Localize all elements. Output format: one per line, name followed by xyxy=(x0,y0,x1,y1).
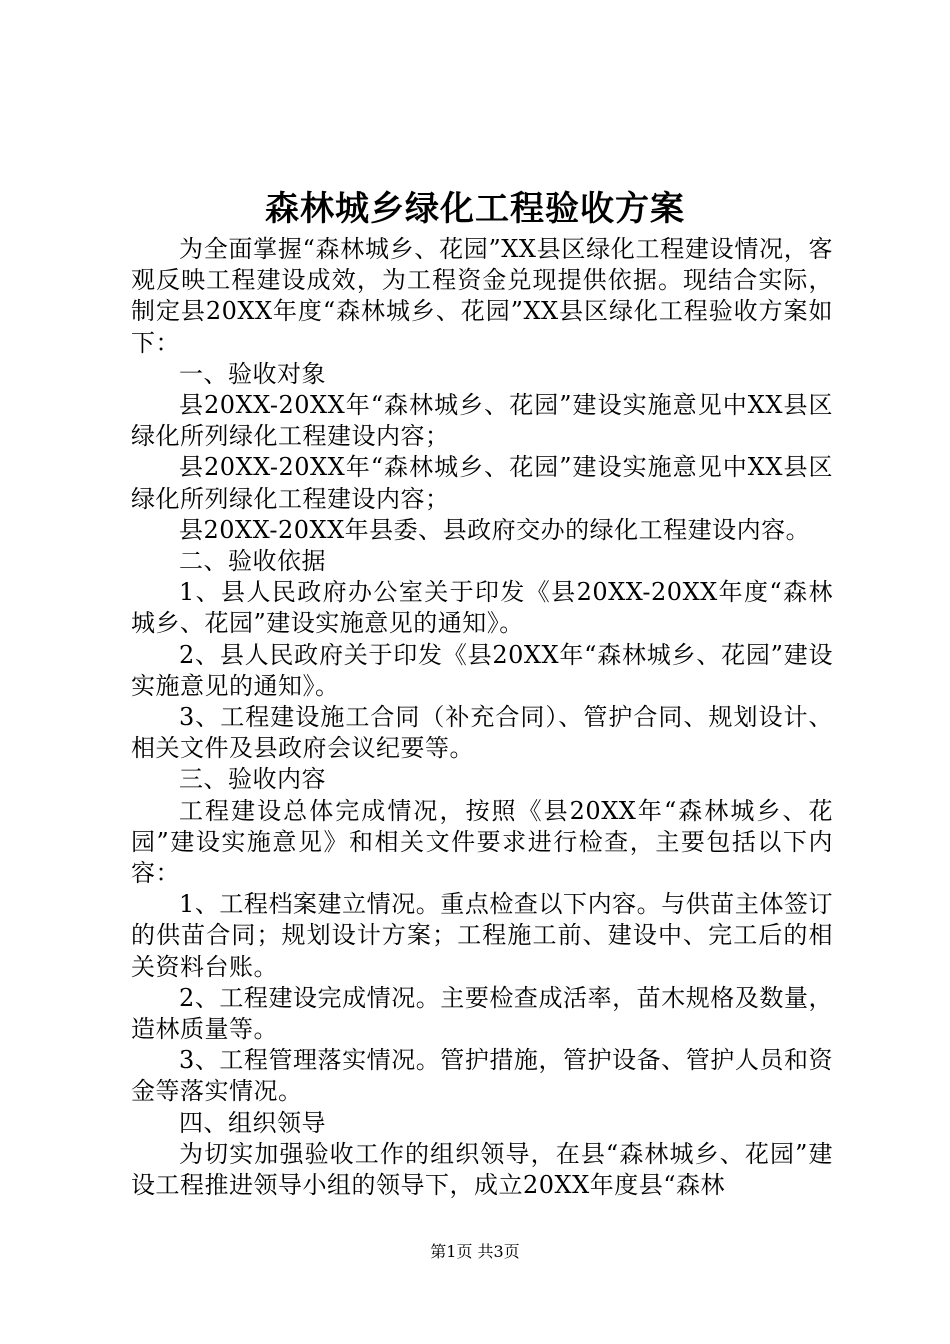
body-paragraph: 1、工程档案建立情况。重点检查以下内容。与供苗主体签订的供苗合同；规划设计方案；工程施工前、建设中、完工后的相关资料台账。 xyxy=(131,890,833,981)
body-paragraph: 2、县人民政府关于印发《县20XX年“森林城乡、花园”建设实施意见的通知》。 xyxy=(131,640,833,700)
body-paragraph: 县20XX-20XX年“森林城乡、花园”建设实施意见中XX县区绿化所列绿化工程建设内容； xyxy=(131,453,833,513)
document-body xyxy=(131,234,833,1201)
page-footer: 第1页 共3页 xyxy=(430,1242,520,1261)
body-paragraph: 3、工程管理落实情况。管护措施，管护设备、管护人员和资金等落实情况。 xyxy=(131,1046,833,1106)
body-paragraph: 2、工程建设完成情况。主要检查成活率，苗木规格及数量，造林质量等。 xyxy=(131,983,833,1044)
body-paragraph: 县20XX-20XX年“森林城乡、花园”建设实施意见中XX县区绿化所列绿化工程建设内容； xyxy=(131,391,833,451)
body-paragraph: 县20XX-20XX年县委、县政府交办的绿化工程建设内容。 xyxy=(179,515,811,544)
body-paragraph: 为切实加强验收工作的组织领导，在县“森林城乡、花园”建设工程推进领导小组的领导下，成立20XX年度县“森林 xyxy=(131,1139,833,1200)
section-heading-2: 二、验收依据 xyxy=(179,547,326,576)
section-heading-1: 一、验收对象 xyxy=(179,359,326,388)
section-heading-4: 四、组织领导 xyxy=(179,1108,326,1137)
intro-paragraph: 为全面掌握“森林城乡、花园”XX县区绿化工程建设情况，客观反映工程建设成效，为工程资金兑现提供依据。现结合实际，制定县20XX年度“森林城乡、花园”XX县区绿化工程验收方案如下： xyxy=(131,235,833,357)
body-paragraph: 1、县人民政府办公室关于印发《县20XX-20XX年度“森林城乡、花园”建设实施意见的通知》。 xyxy=(131,578,833,638)
body-paragraph: 3、工程建设施工合同（补充合同）、管护合同、规划设计、相关文件及县政府会议纪要等。 xyxy=(131,703,833,763)
document-title: 森林城乡绿化工程验收方案 xyxy=(265,189,685,229)
body-paragraph: 工程建设总体完成情况，按照《县20XX年“森林城乡、花园”建设实施意见》和相关文件要求进行检查，主要包括以下内容： xyxy=(131,796,833,888)
section-heading-3: 三、验收内容 xyxy=(179,765,326,794)
